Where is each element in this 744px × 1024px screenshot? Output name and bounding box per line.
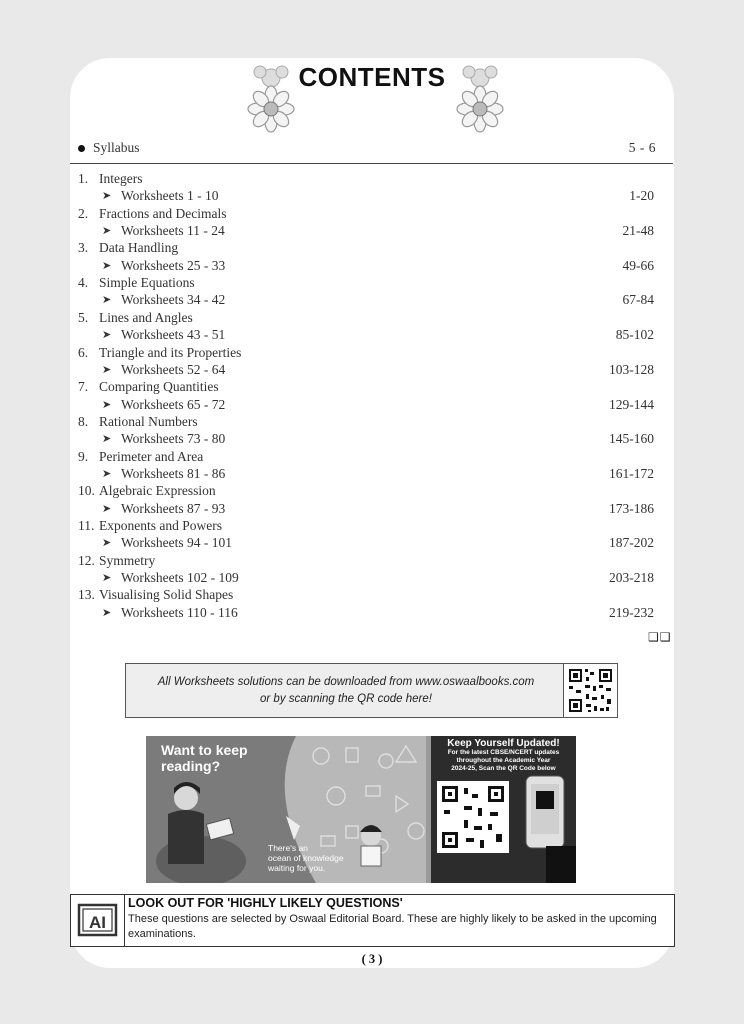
chapter-number: 3. — [78, 240, 89, 256]
page-range: 187-202 — [609, 535, 654, 551]
chapter-number: 10. — [78, 483, 95, 499]
worksheet-row[interactable] — [70, 396, 654, 414]
arrow-bullet-icon: ➤ — [102, 190, 112, 203]
arrow-bullet-icon: ➤ — [102, 329, 112, 342]
syllabus-pages: 5 - 6 — [628, 140, 656, 155]
worksheet-row[interactable] — [70, 534, 654, 552]
qr-code-box[interactable] — [563, 664, 617, 717]
chapter-row[interactable] — [70, 378, 654, 396]
worksheet-row[interactable] — [70, 569, 654, 587]
page-range: 219-232 — [609, 604, 654, 620]
chapter-row[interactable] — [70, 239, 654, 257]
chapter-title: Integers — [99, 171, 143, 186]
page-range: 21-48 — [622, 223, 654, 239]
worksheet-range: Worksheets 81 - 86 — [121, 465, 226, 481]
bullet-icon — [78, 145, 85, 152]
chapter-number: 7. — [78, 379, 89, 395]
worksheet-range: Worksheets 73 - 80 — [121, 431, 226, 447]
banner-keep-line-2: throughout the Academic Year — [456, 757, 551, 764]
chapter-number: 4. — [78, 275, 89, 291]
qr-code-icon — [564, 664, 617, 717]
worksheet-row[interactable] — [70, 430, 654, 448]
worksheet-range: Worksheets 65 - 72 — [121, 396, 226, 412]
page-range: 49-66 — [622, 257, 654, 273]
page-range: 129-144 — [609, 396, 654, 412]
worksheet-range: Worksheets 110 - 116 — [121, 604, 238, 620]
chapter-title: Data Handling — [99, 240, 179, 256]
chapter-number: 12. — [78, 552, 95, 568]
ai-logo-text: AI — [89, 913, 106, 932]
divider — [70, 163, 673, 164]
worksheet-range: Worksheets 87 - 93 — [121, 500, 226, 516]
chapter-title: Symmetry — [99, 552, 156, 568]
worksheet-range: Worksheets 11 - 24 — [121, 223, 225, 239]
page-range: 173-186 — [609, 500, 654, 516]
syllabus-row[interactable] — [78, 140, 670, 160]
chapter-number: 9. — [78, 448, 89, 464]
chapter-title: Simple Equations — [99, 275, 195, 291]
chapter-number: 6. — [78, 344, 89, 360]
banner-keep-line-3: 2024-25, Scan the QR Code below — [451, 765, 556, 772]
worksheet-row[interactable] — [70, 361, 654, 379]
chapter-row[interactable] — [70, 274, 654, 292]
chapter-title: Exponents and Powers — [99, 518, 222, 533]
arrow-bullet-icon: ➤ — [102, 294, 112, 307]
worksheet-row[interactable] — [70, 326, 654, 344]
worksheet-range: Worksheets 102 - 109 — [121, 570, 239, 586]
page-range: 203-218 — [609, 570, 654, 586]
arrow-bullet-icon: ➤ — [102, 259, 112, 272]
page-number: ( 3 ) — [361, 952, 383, 966]
chapter-row[interactable] — [70, 205, 654, 223]
page-range: 145-160 — [609, 431, 654, 447]
chapter-number: 1. — [78, 171, 89, 186]
worksheet-row[interactable] — [70, 187, 654, 205]
arrow-bullet-icon: ➤ — [102, 363, 112, 376]
worksheet-row[interactable] — [70, 257, 654, 275]
worksheet-row[interactable] — [70, 291, 654, 309]
chapter-row[interactable] — [70, 482, 654, 500]
chapter-row[interactable] — [70, 413, 654, 431]
chapter-row[interactable] — [70, 309, 654, 327]
banner-keep-title: Keep Yourself Updated! — [447, 738, 560, 749]
chapter-row[interactable] — [70, 344, 654, 362]
worksheet-range: Worksheets 1 - 10 — [121, 188, 219, 204]
ai-badge-icon — [71, 895, 124, 946]
chapter-row[interactable] — [70, 517, 654, 535]
arrow-bullet-icon: ➤ — [102, 537, 112, 550]
syllabus-label: Syllabus — [93, 140, 140, 155]
end-mark: ❑❑ — [648, 630, 672, 644]
download-notice — [125, 663, 618, 718]
worksheet-range: Worksheets 52 - 64 — [121, 361, 226, 377]
highly-likely-questions-box — [70, 894, 675, 947]
chapter-number: 5. — [78, 309, 89, 325]
banner-ocean-line-3: waiting for you. — [268, 863, 326, 873]
arrow-bullet-icon: ➤ — [102, 502, 112, 515]
chapter-title: Fractions and Decimals — [99, 205, 227, 221]
chapter-row[interactable] — [70, 552, 654, 570]
notice-line-1: All Worksheets solutions can be downloaded from www.oswaalbooks.com — [157, 676, 535, 688]
worksheet-row[interactable] — [70, 222, 654, 240]
banner-keep-line-1: For the latest CBSE/NCERT updates — [447, 749, 560, 756]
worksheet-range: Worksheets 25 - 33 — [121, 257, 226, 273]
worksheet-row[interactable] — [70, 465, 654, 483]
chapter-title: Algebraic Expression — [99, 483, 216, 499]
chapter-row[interactable] — [70, 170, 654, 188]
chapter-number: 13. — [78, 587, 95, 603]
arrow-bullet-icon: ➤ — [102, 572, 112, 585]
arrow-bullet-icon: ➤ — [102, 398, 112, 411]
worksheet-range: Worksheets 34 - 42 — [121, 292, 226, 308]
chapter-title: Visualising Solid Shapes — [99, 587, 234, 603]
chapter-row[interactable] — [70, 586, 654, 604]
arrow-bullet-icon: ➤ — [102, 433, 112, 446]
arrow-bullet-icon: ➤ — [102, 225, 112, 238]
chapter-title: Lines and Angles — [99, 309, 193, 325]
page-range: 103-128 — [609, 361, 654, 377]
banner-want-line-1: Want to keep — [161, 742, 248, 758]
worksheet-row[interactable] — [70, 604, 654, 622]
chapter-number: 2. — [78, 205, 89, 221]
ai-description: These questions are selected by Oswaal Editorial Board. These are highly likely to be asked in the upcoming examinations. — [128, 913, 657, 940]
page-range: 85-102 — [615, 327, 654, 343]
page-title: CONTENTS — [298, 62, 446, 92]
ai-logo — [71, 895, 125, 946]
chapter-title: Rational Numbers — [99, 413, 198, 429]
ai-heading: LOOK OUT FOR 'HIGHLY LIKELY QUESTIONS' — [128, 896, 403, 910]
chapter-number: 8. — [78, 413, 89, 429]
promo-banner[interactable] — [146, 736, 576, 883]
worksheet-range: Worksheets 94 - 101 — [121, 535, 233, 551]
worksheet-range: Worksheets 43 - 51 — [121, 327, 226, 343]
chapter-title: Perimeter and Area — [99, 448, 204, 464]
chapter-title: Comparing Quantities — [99, 379, 219, 395]
page-range: 161-172 — [609, 465, 654, 481]
worksheet-row[interactable] — [70, 500, 654, 518]
banner-ocean-line-2: ocean of knowledge — [268, 853, 344, 863]
banner-ocean-line-1: There's an — [268, 843, 308, 853]
arrow-bullet-icon: ➤ — [102, 606, 112, 619]
chapter-title: Triangle and its Properties — [99, 344, 242, 360]
chapter-number: 11. — [78, 518, 95, 533]
banner-want-line-2: reading? — [161, 758, 221, 774]
page-range: 1-20 — [629, 188, 654, 204]
chapter-row[interactable] — [70, 448, 654, 466]
arrow-bullet-icon: ➤ — [102, 467, 112, 480]
page-range: 67-84 — [622, 292, 654, 308]
notice-line-2: or by scanning the QR code here! — [260, 693, 432, 705]
